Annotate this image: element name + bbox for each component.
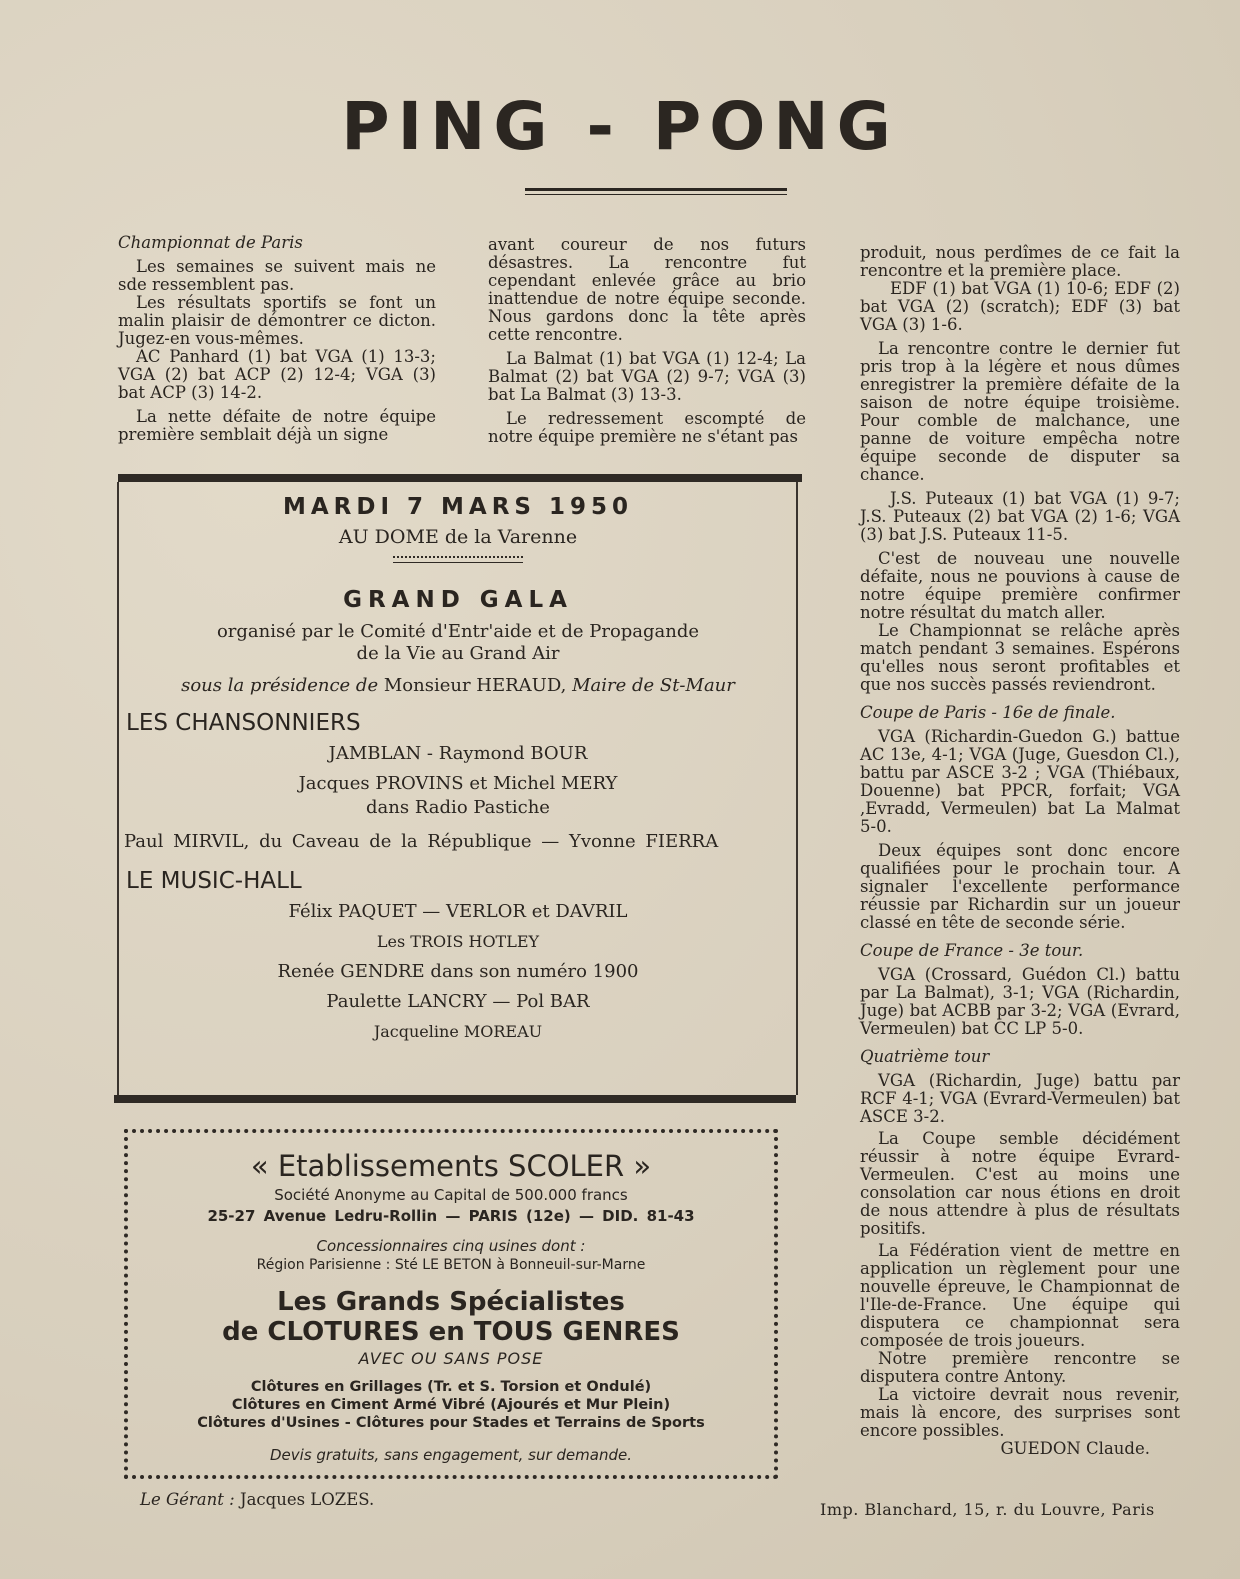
paragraph: La nette défaite de notre équipe première semblait déjà un signe [118, 407, 436, 444]
paragraph: AC Panhard (1) bat VGA (1) 13-3; VGA (2) bat ACP (2) 12-4; VGA (3) bat ACP (3) 14-2. [118, 347, 436, 402]
gala-border-bottom [114, 1095, 796, 1103]
section-heading: Championnat de Paris [118, 233, 303, 252]
gala-date: MARDI 7 MARS 1950 [282, 494, 634, 520]
advertisement-scoler [140, 1150, 762, 1464]
paragraph: La victoire devrait nous revenir, mais là encore, des surprises sont encore possibles. [860, 1385, 1180, 1440]
ornament-divider [393, 556, 523, 563]
gala-border-top [118, 474, 802, 482]
paragraph: VGA (Crossard, Guédon Cl.) battu par La Balmat), 3-1; VGA (Richardin, Juge) bat ACBB par 3-2; VGA (Evrard, Vermeulen) bat CC LP 5-0. [860, 965, 1180, 1038]
section-music-hall: LE MUSIC-HALL [126, 868, 302, 894]
gala-title: GRAND GALA [343, 587, 573, 613]
article-column-1 [118, 234, 436, 444]
title-rule [525, 188, 787, 191]
section-heading: Quatrième tour [860, 1047, 990, 1066]
gala-presidency [122, 675, 794, 696]
performer-line: Renée GENDRE dans son numéro 1900 [277, 961, 639, 982]
paragraph: VGA (Richardin, Juge) battu par RCF 4-1; VGA (Evrard-Vermeulen) bat ASCE 3-2. [860, 1071, 1180, 1126]
section-chansonniers: LES CHANSONNIERS [126, 710, 361, 736]
paragraph: avant coureur de nos futurs désastres. La rencontre fut cependant enlevée grâce au brio inattendue de notre équipe seconde. Nous gardons donc la tête après cette rencontre. [488, 235, 806, 344]
gala-border-right [796, 482, 798, 1095]
fence-type-line: Clôtures en Ciment Armé Vibré (Ajourés et Mur Plein) [231, 1397, 671, 1413]
performer-line: Jacqueline MOREAU [373, 1022, 543, 1041]
paragraph: La Fédération vient de mettre en application un règlement pour une nouvelle épreuve, le Championnat de l'Ile-de-France. Une équipe qui disputera ce championnat sera composée de trois joueurs. [860, 1241, 1180, 1350]
fence-type-line: Clôtures en Grillages (Tr. et S. Torsion et Ondulé) [250, 1379, 652, 1395]
specialty-headline: de CLOTURES en TOUS GENRES [222, 1317, 680, 1347]
company-address: 25-27 Avenue Ledru-Rollin — PARIS (12e) — DID. 81-43 [207, 1207, 695, 1225]
performer-line: JAMBLAN - Raymond BOUR [328, 743, 588, 764]
performer-line: Félix PAQUET — VERLOR et DAVRIL [288, 901, 628, 922]
gala-border-left [117, 482, 119, 1095]
presidency-prefix: sous la présidence de [181, 675, 379, 696]
presidency-name: Monsieur HERAUD, [383, 675, 567, 696]
author-signature: GUEDON Claude. [1000, 1439, 1150, 1458]
presidency-title: Maire de St-Maur [572, 675, 735, 696]
paragraph: J.S. Puteaux (1) bat VGA (1) 9-7; J.S. Puteaux (2) bat VGA (2) 1-6; VGA (3) bat J.S. Puteaux 11-5. [860, 489, 1180, 544]
section-heading: Coupe de France - 3e tour. [860, 941, 1084, 960]
performer-line: Paul MIRVIL, du Caveau de la République — Yvonne FIERRA [124, 831, 719, 852]
quote-note: Devis gratuits, sans engagement, sur demande. [270, 1446, 632, 1464]
region-line: Région Parisienne : Sté LE BETON à Bonneuil-sur-Marne [256, 1257, 646, 1273]
fence-type-line: Clôtures d'Usines - Clôtures pour Stades et Terrains de Sports [197, 1415, 705, 1431]
gala-organizer-line: de la Vie au Grand Air [356, 643, 560, 664]
performer-line: dans Radio Pastiche [366, 797, 550, 818]
paragraph: Les résultats sportifs se font un malin plaisir de démontrer ce dicton. Jugez-en vous-mêmes. [118, 293, 436, 348]
paragraph: VGA (Richardin-Guedon G.) battue AC 13e, 4-1; VGA (Juge, Guesdon Cl.), battu par ASCE 3-2 ; VGA (Thiébaux, Douenne) bat PPCR, forfait; VGA ,Evradd, Vermeulen) bat La Malmat 5-0. [860, 727, 1180, 836]
manager-label: Le Gérant : [140, 1490, 235, 1509]
paragraph: La Balmat (1) bat VGA (1) 12-4; La Balmat (2) bat VGA (2) 9-7; VGA (3) bat La Balmat (3) 13-3. [488, 349, 806, 404]
paragraph: Le redressement escompté de notre équipe première ne s'étant pas [488, 409, 806, 446]
paragraph: Notre première rencontre se disputera contre Antony. [860, 1349, 1180, 1386]
paragraph: La Coupe semble décidément réussir à notre équipe Evrard-Vermeulen. C'est au moins une consolation car nous étions en droit de nous attendre à plus de résultats positifs. [860, 1129, 1180, 1238]
gala-announcement [122, 488, 794, 1044]
installation-note: AVEC OU SANS POSE [358, 1349, 544, 1368]
performer-line: Paulette LANCRY — Pol BAR [326, 991, 590, 1012]
paragraph: Le Championnat se relâche après match pendant 3 semaines. Espérons qu'elles nous seront profitables et que nos succès passés reviendront. [860, 621, 1180, 694]
article-column-2 [488, 236, 806, 446]
performer-line: Jacques PROVINS et Michel MERY [298, 773, 618, 794]
paragraph: C'est de nouveau une nouvelle défaite, nous ne pouvions à cause de notre équipe première confirmer notre résultat du match aller. [860, 549, 1180, 622]
gala-venue: AU DOME de la Varenne [338, 526, 578, 548]
company-capital: Société Anonyme au Capital de 500.000 francs [274, 1186, 628, 1204]
footer-printer: Imp. Blanchard, 15, r. du Louvre, Paris [820, 1500, 1155, 1519]
page-title: PING - PONG [341, 88, 899, 165]
title-rule-thin [525, 194, 787, 195]
gala-organizer [122, 621, 794, 665]
section-heading: Coupe de Paris - 16e de finale. [860, 703, 1116, 722]
company-name: « Etablissements SCOLER » [250, 1149, 652, 1183]
paragraph: produit, nous perdîmes de ce fait la rencontre et la première place. [860, 243, 1180, 280]
footer-manager [140, 1490, 374, 1509]
article-column-3 [860, 244, 1180, 1458]
gala-organizer-line: organisé par le Comité d'Entr'aide et de Propagande [216, 621, 700, 642]
paragraph: Les semaines se suivent mais ne sde ressemblent pas. [118, 257, 436, 294]
performer-line: Les TROIS HOTLEY [376, 932, 540, 951]
concessionaires-line: Concessionnaires cinq usines dont : [316, 1237, 586, 1255]
specialty-headline: Les Grands Spécialistes [277, 1287, 625, 1317]
paragraph: Deux équipes sont donc encore qualifiées pour le prochain tour. A signaler l'excellente performance réussie par Richardin sur un joueur classé en tête de seconde série. [860, 841, 1180, 932]
paragraph: La rencontre contre le dernier fut pris trop à la légère et nous dûmes enregistrer la première défaite de la saison de notre équipe troisième. Pour comble de malchance, une panne de voiture empêcha notre équipe seconde de disputer sa chance. [860, 339, 1180, 484]
manager-name: Jacques LOZES. [239, 1490, 375, 1509]
paragraph: EDF (1) bat VGA (1) 10-6; EDF (2) bat VGA (2) (scratch); EDF (3) bat VGA (3) 1-6. [860, 279, 1180, 334]
